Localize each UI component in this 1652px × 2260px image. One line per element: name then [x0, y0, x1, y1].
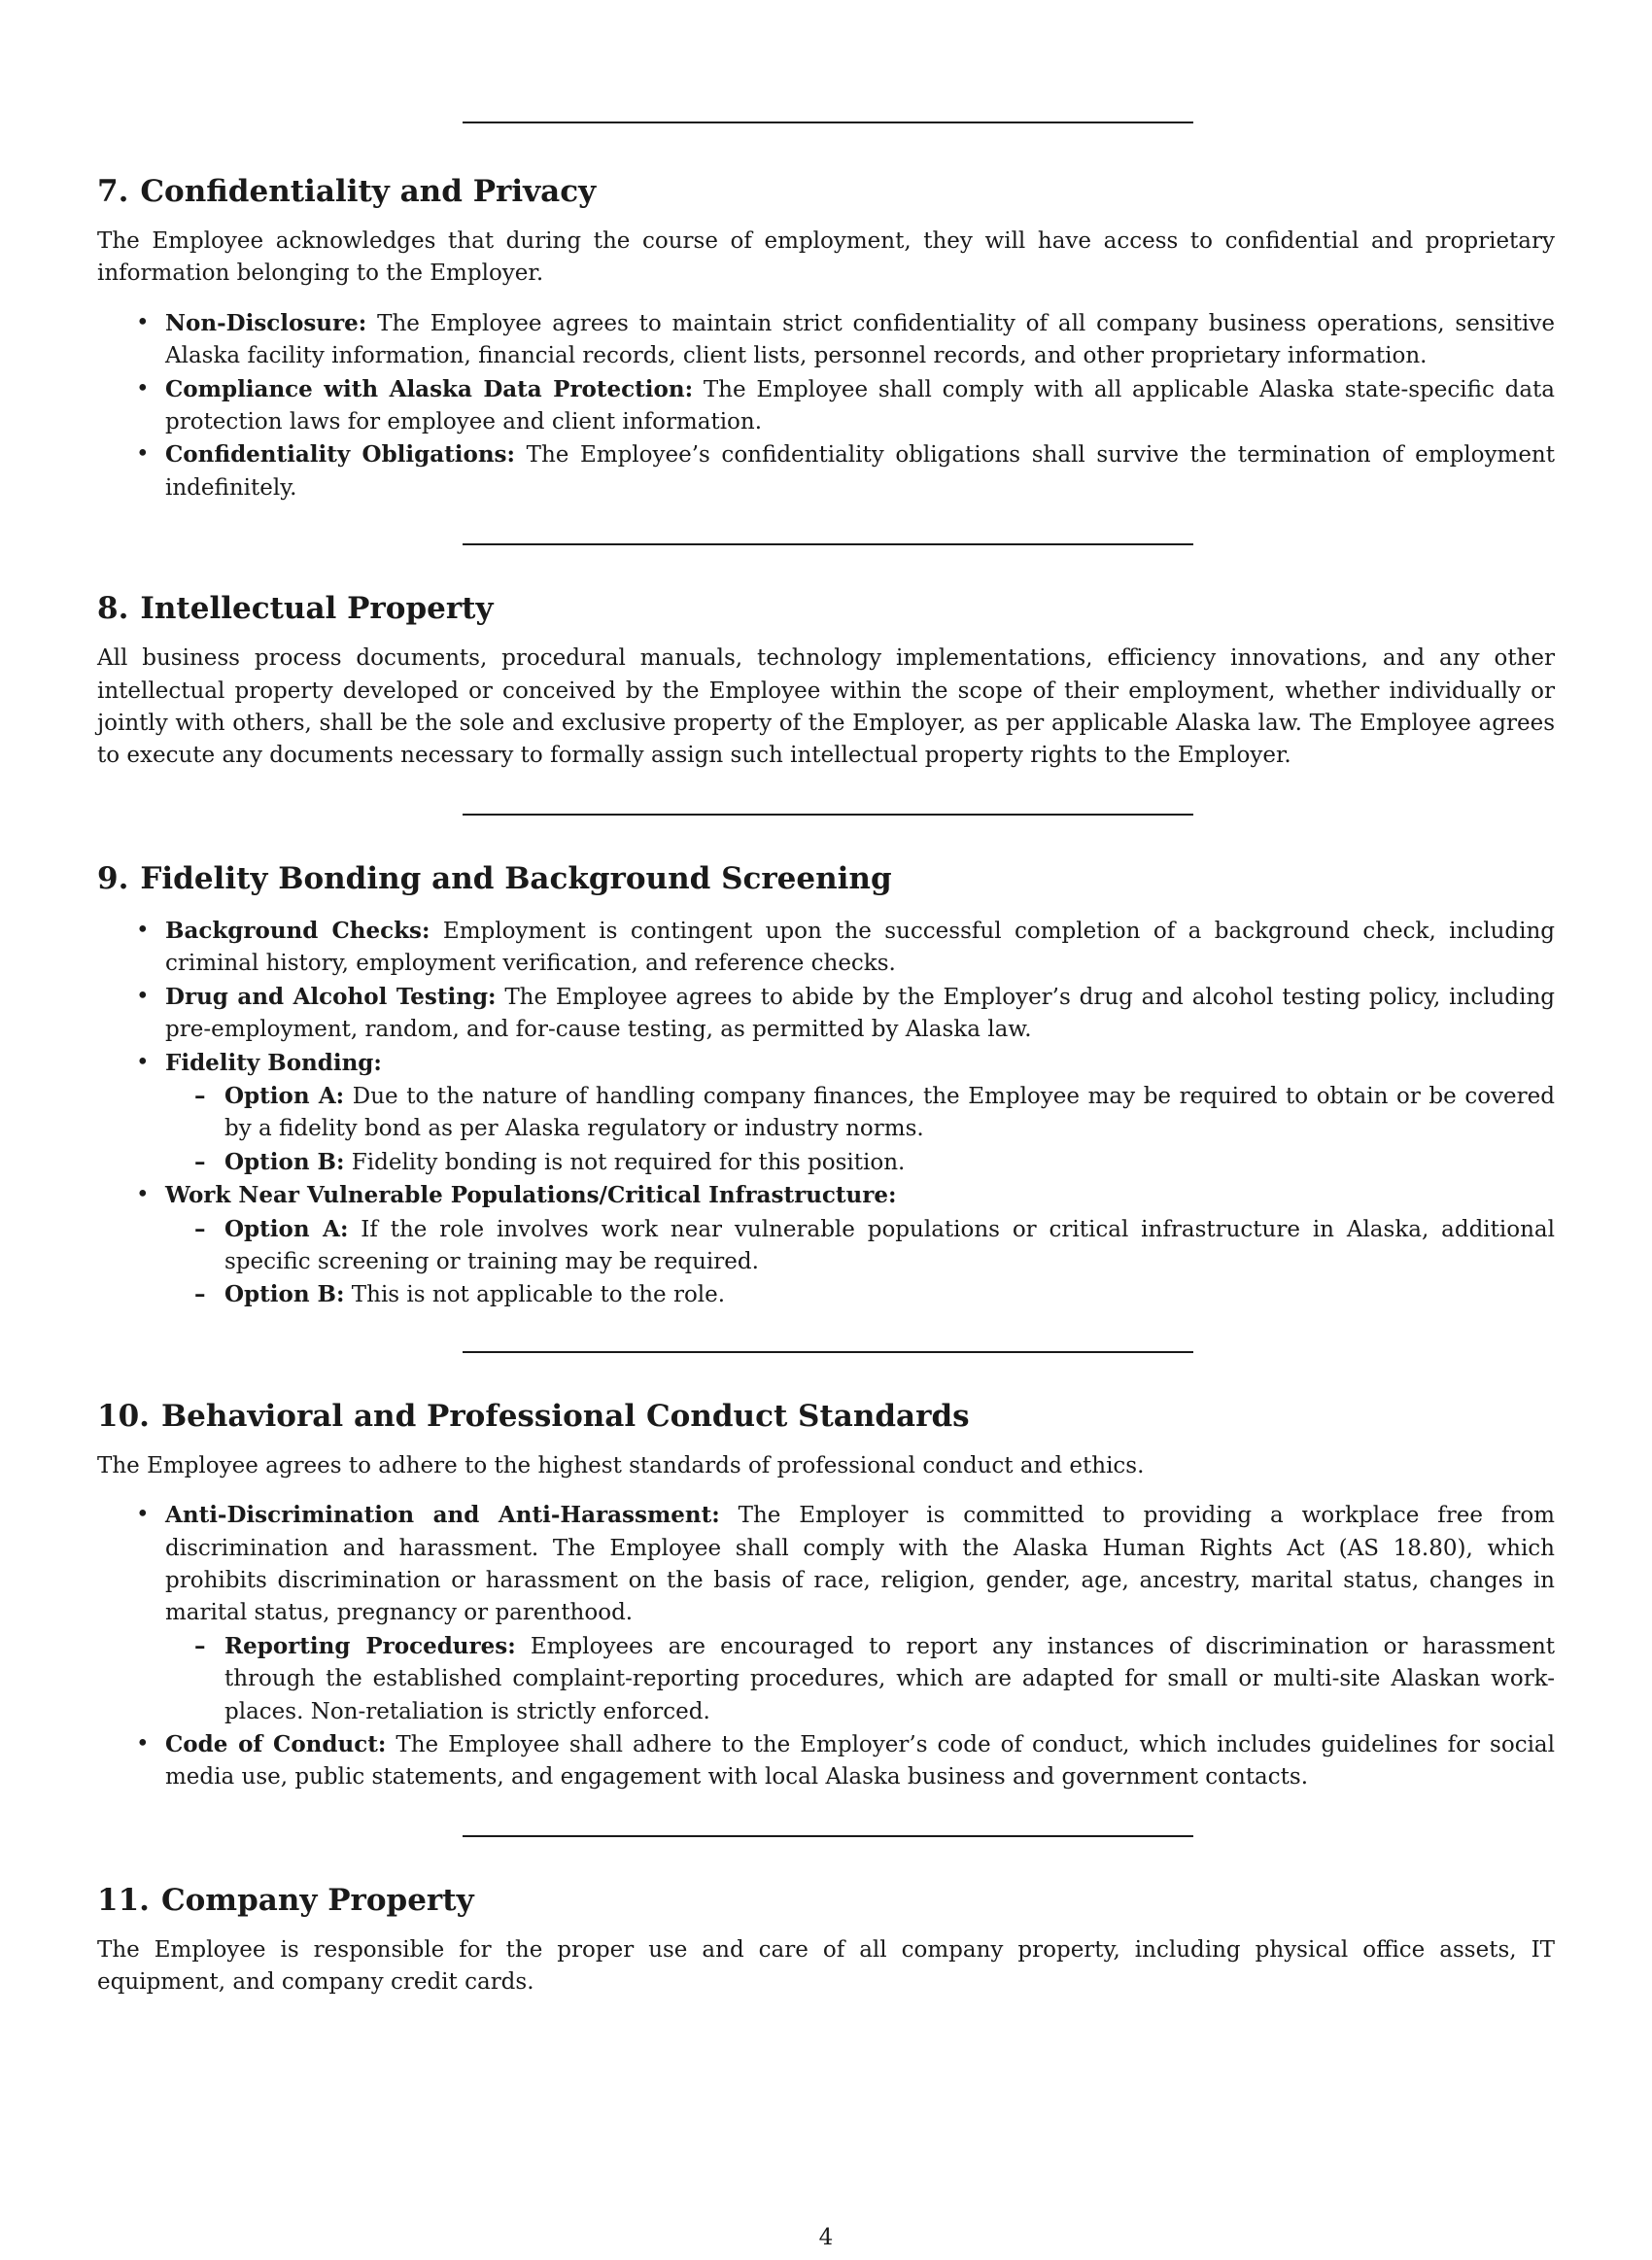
- option-label: Reporting Procedures:: [224, 1632, 516, 1659]
- sub-list: [165, 1630, 1555, 1728]
- option-label: Option A:: [224, 1082, 345, 1109]
- section-divider: [463, 122, 1193, 123]
- sub-list: [165, 1080, 1555, 1179]
- option-text: Employees are encouraged to report any instances of discrimination or harassment through the established complaint-reporting procedures, which are adapted for small or multi-site Alaskan work-places. Non-retaliation is strictly enforced.: [224, 1633, 1555, 1724]
- list-item: [97, 307, 1555, 373]
- page-number: 4: [818, 2225, 834, 2250]
- item-label: Fidelity Bonding:: [165, 1049, 382, 1076]
- section-intro: The Employee agrees to adhere to the highest standards of professional conduct and ethics.: [97, 1452, 1145, 1478]
- sub-list-item: [165, 1213, 1555, 1279]
- option-label: Option B:: [224, 1281, 345, 1308]
- list-item: [97, 981, 1555, 1047]
- sub-list-item: [165, 1278, 1555, 1311]
- item-text: The Employee shall comply with all applicable Alaska state-specific data protection laws for employee and client information.: [165, 376, 1555, 435]
- option-text: Due to the nature of handling company finances, the Employee may be required to obtain or be covered by a fidelity bond as per Alaska regulatory or industry norms.: [224, 1083, 1555, 1142]
- list-item: [97, 1179, 1555, 1312]
- bullet-list: [97, 1499, 1555, 1794]
- section-number: 11.: [97, 1882, 150, 1918]
- bullet-list: [97, 307, 1555, 504]
- item-text: The Employee agrees to maintain strict confidentiality of all company business operations, sensitive Alaska facility information, financial records, client lists, personnel records, and other proprietary information.: [165, 310, 1555, 369]
- section-body: All business process documents, procedural manuals, technology implementations, efficiency innovations, and any other intellectual property developed or conceived by the Employee within the scope of their employment, whether individually or jointly with others, shall be the sole and exclusive property of the Employer, as per applicable Alaska law. The Employee agrees to execute any documents necessary to formally assign such intellectual property rights to the Employer.: [97, 645, 1555, 769]
- section-heading: [97, 1397, 1555, 1436]
- item-text: The Employer is committed to providing a workplace free from discrimination and harassment. The Employee shall comply with the Alaska Human Rights Act (AS 18.80), which prohibits discrimination or harassment on the basis of race, religion, gender, age, ancestry, marital status, changes in marital status, pregnancy or parenthood.: [165, 1503, 1555, 1626]
- section-fidelity-bonding: [97, 859, 1555, 1312]
- item-label: Compliance with Alaska Data Protection:: [165, 375, 694, 402]
- item-label: Code of Conduct:: [165, 1731, 387, 1757]
- bullet-list: [97, 915, 1555, 1312]
- section-divider: [463, 814, 1193, 816]
- list-item: [97, 1728, 1555, 1794]
- sub-list-item: [165, 1146, 1555, 1179]
- section-number: 10.: [97, 1398, 150, 1434]
- sub-list-item: [165, 1630, 1555, 1728]
- item-text: The Employee agrees to abide by the Employer’s drug and alcohol testing policy, including pre-employment, random, and for-cause testing, as permitted by Alaska law.: [165, 984, 1555, 1043]
- section-heading: [97, 859, 1555, 898]
- section-confidentiality: [97, 172, 1555, 504]
- section-company-property: [97, 1881, 1555, 1999]
- option-text: Fidelity bonding is not required for this position.: [344, 1149, 906, 1175]
- sub-list-item: [165, 1080, 1555, 1146]
- item-text: The Employee shall adhere to the Employer’s code of conduct, which includes guidelines for social media use, public statements, and engagement with local Alaska business and government contacts.: [165, 1732, 1555, 1791]
- section-title: Intellectual Property: [140, 591, 494, 627]
- document-page: [0, 122, 1652, 2260]
- section-number: 7.: [97, 174, 129, 209]
- section-title: Company Property: [160, 1882, 474, 1918]
- option-label: Option B:: [224, 1148, 345, 1175]
- item-label: Drug and Alcohol Testing:: [165, 983, 497, 1010]
- section-body: The Employee is responsible for the proper use and care of all company property, including physical office assets, IT equipment, and company credit cards.: [97, 1936, 1555, 1996]
- list-item: [97, 373, 1555, 439]
- section-number: 8.: [97, 591, 129, 627]
- item-label: Work Near Vulnerable Populations/Critical Infrastructure:: [165, 1182, 897, 1209]
- list-item: [97, 915, 1555, 981]
- list-item: [97, 1047, 1555, 1180]
- item-label: Non-Disclosure:: [165, 309, 367, 336]
- section-heading: [97, 589, 1555, 628]
- item-label: Background Checks:: [165, 917, 430, 944]
- section-heading: [97, 1881, 1555, 1920]
- section-divider: [463, 1351, 1193, 1353]
- section-title: Confidentiality and Privacy: [140, 174, 597, 209]
- section-number: 9.: [97, 860, 129, 896]
- section-title: Behavioral and Professional Conduct Standards: [160, 1398, 970, 1434]
- section-divider: [463, 543, 1193, 545]
- section-intro: The Employee acknowledges that during the course of employment, they will have access to confidential and proprietary information belonging to the Employer.: [97, 228, 1555, 287]
- item-label: Confidentiality Obligations:: [165, 441, 515, 469]
- section-heading: [97, 172, 1555, 211]
- item-label: Anti-Discrimination and Anti-Harassment:: [165, 1502, 720, 1529]
- item-text: The Employee’s confidentiality obligations shall survive the termination of employment indefinitely.: [165, 442, 1555, 501]
- list-item: [97, 438, 1555, 504]
- sub-list: [165, 1213, 1555, 1312]
- option-text: If the role involves work near vulnerable populations or critical infrastructure in Alaska, additional specific screening or training may be required.: [224, 1216, 1555, 1274]
- section-conduct-standards: [97, 1397, 1555, 1794]
- list-item: [97, 1499, 1555, 1728]
- item-text: Employment is contingent upon the successful completion of a background check, including criminal history, employment verification, and reference checks.: [165, 918, 1555, 977]
- section-title: Fidelity Bonding and Background Screening: [140, 860, 892, 896]
- section-divider: [463, 1835, 1193, 1837]
- section-intellectual-property: [97, 589, 1555, 773]
- option-label: Option A:: [224, 1215, 349, 1242]
- option-text: This is not applicable to the role.: [344, 1282, 726, 1308]
